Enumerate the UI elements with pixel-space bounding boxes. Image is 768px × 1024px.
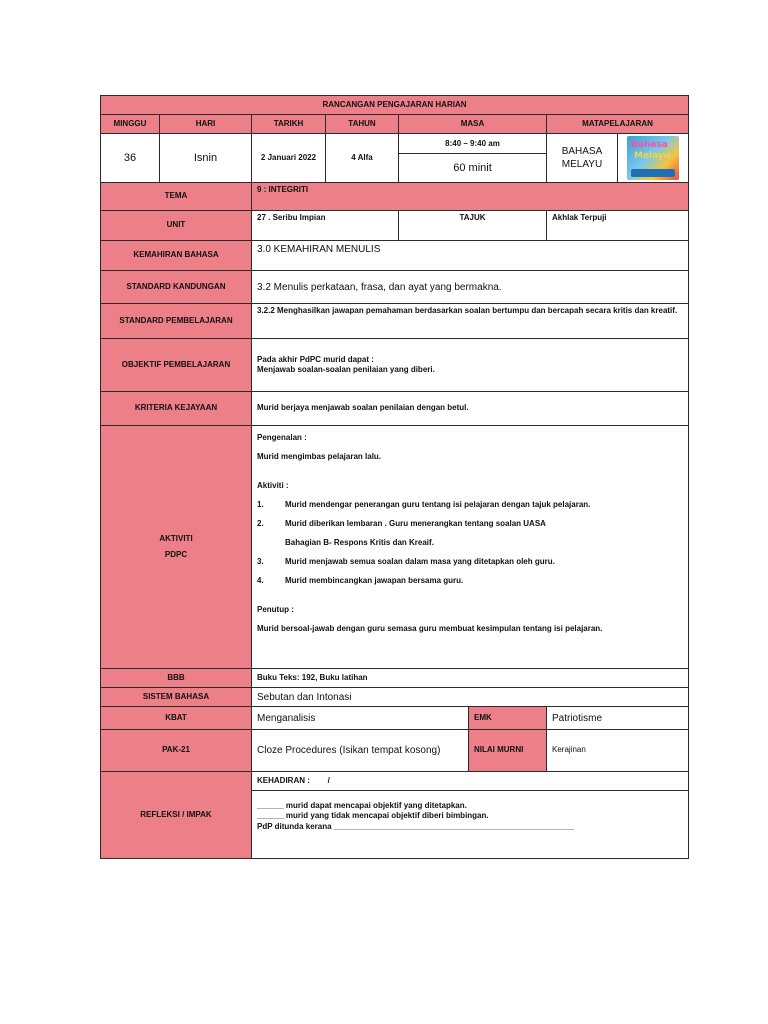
- standard-pembelajaran-label: STANDARD PEMBELAJARAN: [101, 304, 252, 339]
- aktiviti-content: [252, 426, 689, 669]
- emk-label: EMK: [469, 707, 547, 730]
- list-item: 4. Murid membincangkan jawapan bersama guru.: [257, 576, 464, 585]
- bahasa-melayu-logo: [627, 136, 679, 180]
- logo-banner: [631, 169, 675, 177]
- tema-label: TEMA: [101, 183, 252, 211]
- aktiviti-label-line2: PDPC: [164, 550, 188, 559]
- list-item: 3. Murid menjawab semua soalan dalam masa yang ditetapkan oleh guru.: [257, 557, 555, 566]
- objektif-line1: Pada akhir PdPC murid dapat :: [257, 354, 374, 364]
- header-hari: HARI: [160, 115, 252, 134]
- list-item: 1. Murid mendengar penerangan guru tentang isi pelajaran dengan tajuk pelajaran.: [257, 500, 591, 509]
- header-tarikh: TARIKH: [252, 115, 326, 134]
- kbat-value: Menganalisis: [252, 707, 469, 730]
- kemahiran-label: KEMAHIRAN BAHASA: [101, 241, 252, 271]
- list-item: 2. Murid diberikan lembaran . Guru menerangkan tentang soalan UASA: [257, 519, 546, 528]
- kriteria-label: KRITERIA KEJAYAAN: [101, 392, 252, 426]
- tajuk-label: TAJUK: [399, 211, 547, 241]
- pengenalan-label: Pengenalan :: [257, 433, 307, 442]
- minggu-value: 36: [101, 134, 160, 183]
- subject-line1: BAHASA: [561, 146, 603, 157]
- tajuk-value: Akhlak Terpuji: [547, 211, 689, 241]
- logo-text-line1: Bahasa: [631, 140, 668, 150]
- sistem-bahasa-label: SISTEM BAHASA: [101, 688, 252, 707]
- tarikh-value: 2 Januari 2022: [252, 134, 326, 183]
- subject-cell: [547, 134, 618, 183]
- hari-value: Isnin: [160, 134, 252, 183]
- header-matapelajaran: MATAPELAJARAN: [547, 115, 689, 134]
- masa-time: 8:40 – 9:40 am: [399, 134, 547, 154]
- subject-line2: MELAYU: [561, 159, 603, 170]
- header-tahun: TAHUN: [326, 115, 399, 134]
- kriteria-value: Murid berjaya menjawab soalan penilaian dengan betul.: [252, 392, 689, 426]
- refleksi-label: REFLEKSI / IMPAK: [101, 772, 252, 859]
- lesson-plan-table: [100, 95, 689, 859]
- header-minggu: MINGGU: [101, 115, 160, 134]
- aktiviti-sub-label: Aktiviti :: [257, 481, 289, 490]
- standard-kandungan-label: STANDARD KANDUNGAN: [101, 271, 252, 304]
- kehadiran: KEHADIRAN : /: [252, 772, 689, 791]
- sistem-bahasa-value: Sebutan dan Intonasi: [252, 688, 689, 707]
- penutup-text: Murid bersoal-jawab dengan guru semasa guru membuat kesimpulan tentang isi pelajaran.: [257, 624, 603, 633]
- objektif-label: OBJEKTIF PEMBELAJARAN: [101, 339, 252, 392]
- masa-duration: 60 minit: [399, 154, 547, 183]
- refleksi-line2: ______ murid yang tidak mencapai objektif diberi bimbingan.: [257, 811, 489, 821]
- bbb-value: Buku Teks: 192, Buku latihan: [252, 669, 689, 688]
- emk-value: Patriotisme: [547, 707, 689, 730]
- aktiviti-label-line1: AKTIVITI: [159, 533, 193, 543]
- nilai-murni-value: Kerajinan: [547, 730, 689, 772]
- kbat-label: KBAT: [101, 707, 252, 730]
- unit-value: 27 . Seribu Impian: [252, 211, 399, 241]
- tahun-value: 4 Alfa: [326, 134, 399, 183]
- header-masa: MASA: [399, 115, 547, 134]
- kemahiran-value: 3.0 KEMAHIRAN MENULIS: [252, 241, 689, 271]
- objektif-line2: Menjawab soalan-soalan penilaian yang diberi.: [257, 365, 435, 374]
- aktiviti-label: [101, 426, 252, 669]
- penutup-label: Penutup :: [257, 605, 294, 614]
- unit-label: UNIT: [101, 211, 252, 241]
- list-item: Bahagian B- Respons Kritis dan Kreaif.: [285, 538, 434, 547]
- tema-value: 9 : INTEGRITI: [252, 183, 689, 211]
- logo-text-line2: Melayu: [634, 151, 671, 161]
- refleksi-line1: ______ murid dapat mencapai objektif yang ditetapkan.: [257, 801, 467, 810]
- refleksi-line3: PdP ditunda kerana ______________________________________________________: [257, 821, 575, 831]
- page-title: RANCANGAN PENGAJARAN HARIAN: [101, 96, 689, 115]
- pengenalan-text: Murid mengimbas pelajaran lalu.: [257, 452, 382, 461]
- objektif-value: [252, 339, 689, 392]
- bbb-label: BBB: [101, 669, 252, 688]
- nilai-murni-label: NILAI MURNI: [469, 730, 547, 772]
- pak21-label: PAK-21: [101, 730, 252, 772]
- logo-cell: [618, 134, 689, 183]
- standard-pembelajaran-value: 3.2.2 Menghasilkan jawapan pemahaman berdasarkan soalan bertumpu dan bercapah secara kritis dan kreatif.: [252, 304, 689, 339]
- pak21-value: Cloze Procedures (Isikan tempat kosong): [252, 730, 469, 772]
- standard-kandungan-value: 3.2 Menulis perkataan, frasa, dan ayat yang bermakna.: [252, 271, 689, 304]
- refleksi-content: [252, 791, 689, 859]
